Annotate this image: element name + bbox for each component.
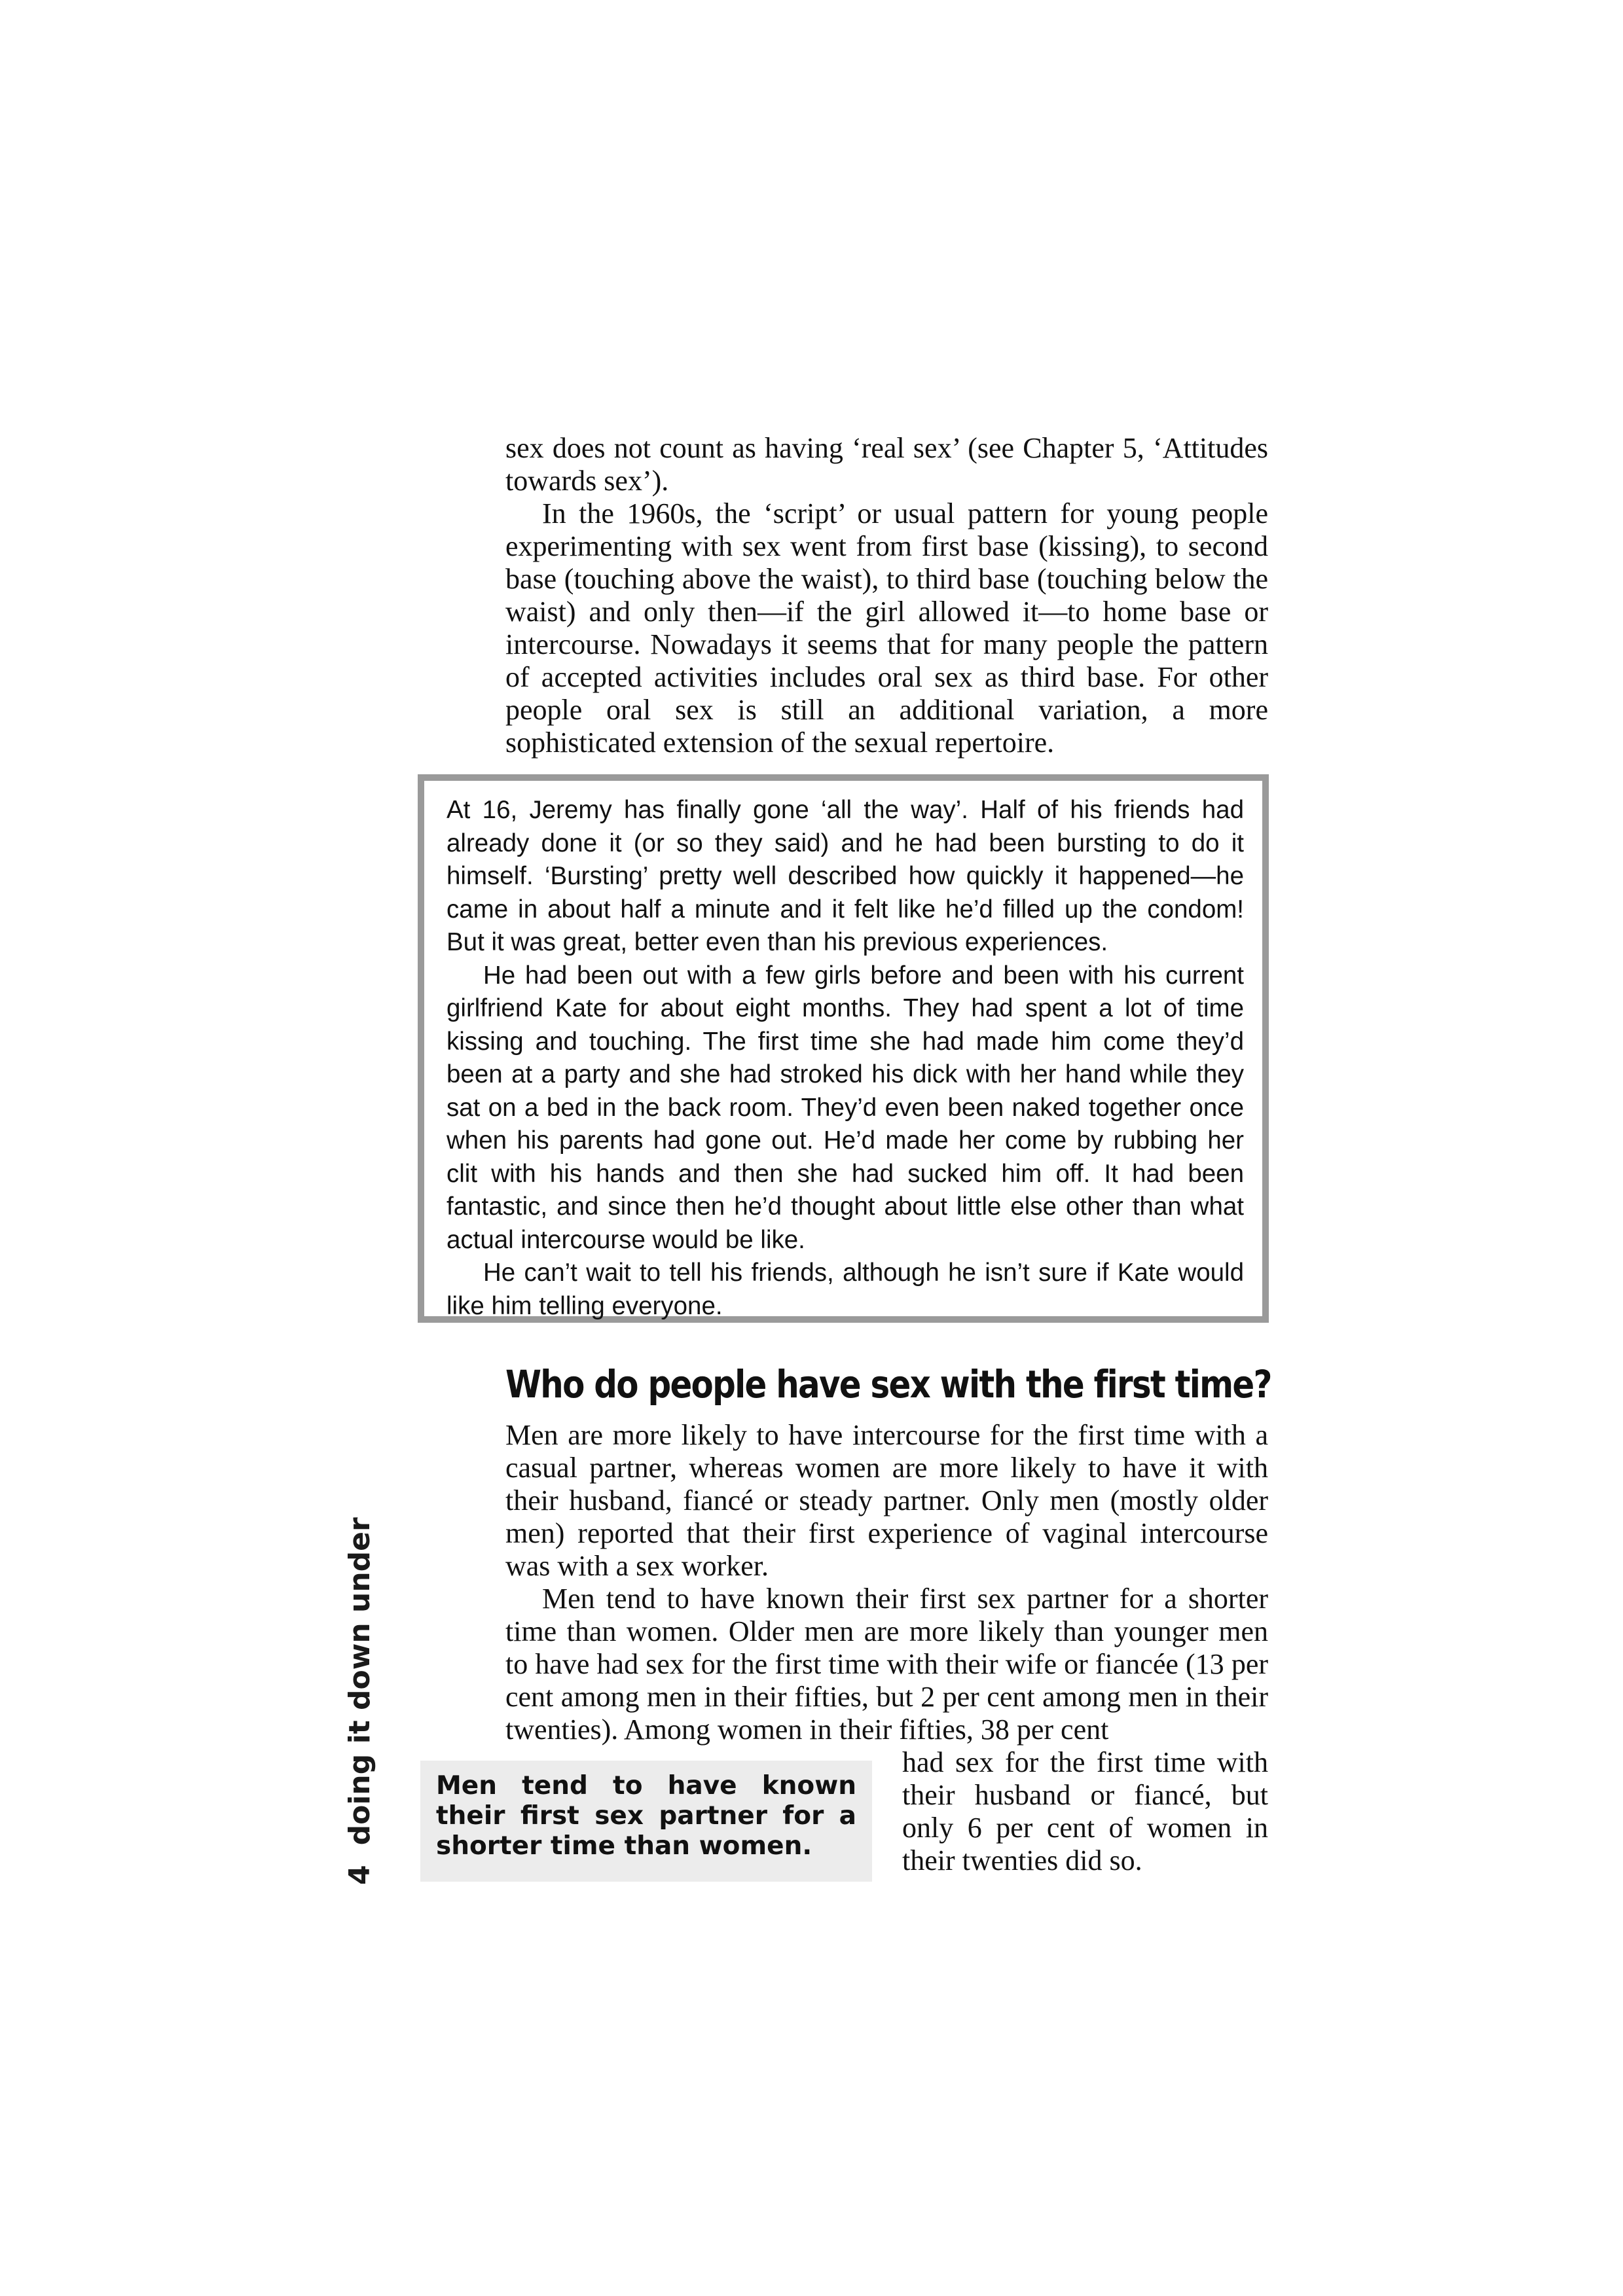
body-text-top (505, 432, 1268, 759)
body-text-continuation (902, 1746, 1268, 1877)
case-study-box (418, 774, 1269, 1323)
case-study-paragraph: He had been out with a few girls before and been with his current girlfriend Kate for about eight months. They had spent a lot of time kissing and touching. The first time she had made him come they’d been at a party and she had stroked his dick with her hand while they sat on a bed in the back room. They’d even been naked together once when his parents had gone out. He’d made her come by rubbing her clit with his hands and then she had sucked him off. It had been fantastic, and since then he’d thought about little else other than what actual intercourse would be like. (447, 961, 1244, 1254)
running-head-title: doing it down under (343, 1517, 376, 1846)
pull-quote: Men tend to have known their first sex partner for a shorter time than women. (420, 1761, 872, 1882)
running-head (340, 1517, 380, 1885)
paragraph: Men tend to have known their first sex partner for a shorter time than women. Older men are more likely than younger men to have had sex for the first time with their wife or fiancée (13 per cent among men in their fifties, but 2 per cent among men in their twenties). Among women in their fifties, 38 per cent (505, 1583, 1268, 1746)
paragraph: Men are more likely to have intercourse for the first time with a casual partner, whereas women are more likely to have it with their husband, fiancé or steady partner. Only men (mostly older men) reported that their first experience of vaginal intercourse was with a sex worker. (505, 1419, 1268, 1582)
page-number: 4 (343, 1865, 376, 1885)
case-study-paragraph: He can’t wait to tell his friends, although he isn’t sure if Kate would like him telling everyone. (447, 1259, 1244, 1320)
paragraph: had sex for the first time with their husband or fiancé, but only 6 per cent of women in their twenties did so. (902, 1746, 1268, 1876)
body-text-section (505, 1419, 1268, 1746)
paragraph: In the 1960s, the ‘script’ or usual pattern for young people experimenting with sex went from first base (kissing), to second base (touching above the waist), to third base (touching below the waist) and only then—if the girl allowed it—to home base or intercourse. Nowadays it seems that for many people the pattern of accepted activities includes oral sex as third base. For other people oral sex is still an additional variation, a more sophisticated extension of the sexual repertoire. (505, 497, 1268, 759)
section-heading: Who do people have sex with the first time? (505, 1362, 1271, 1407)
case-study-paragraph: At 16, Jeremy has finally gone ‘all the way’. Half of his friends had already done it (or so they said) and he had been bursting to do it himself. ‘Bursting’ pretty well described how quickly it happened—he came in about half a minute and it felt like he’d filled up the condom! But it was great, better even than his previous experiences. (447, 796, 1244, 956)
paragraph: sex does not count as having ‘real sex’ (see Chapter 5, ‘Attitudes towards sex’). (505, 432, 1268, 497)
